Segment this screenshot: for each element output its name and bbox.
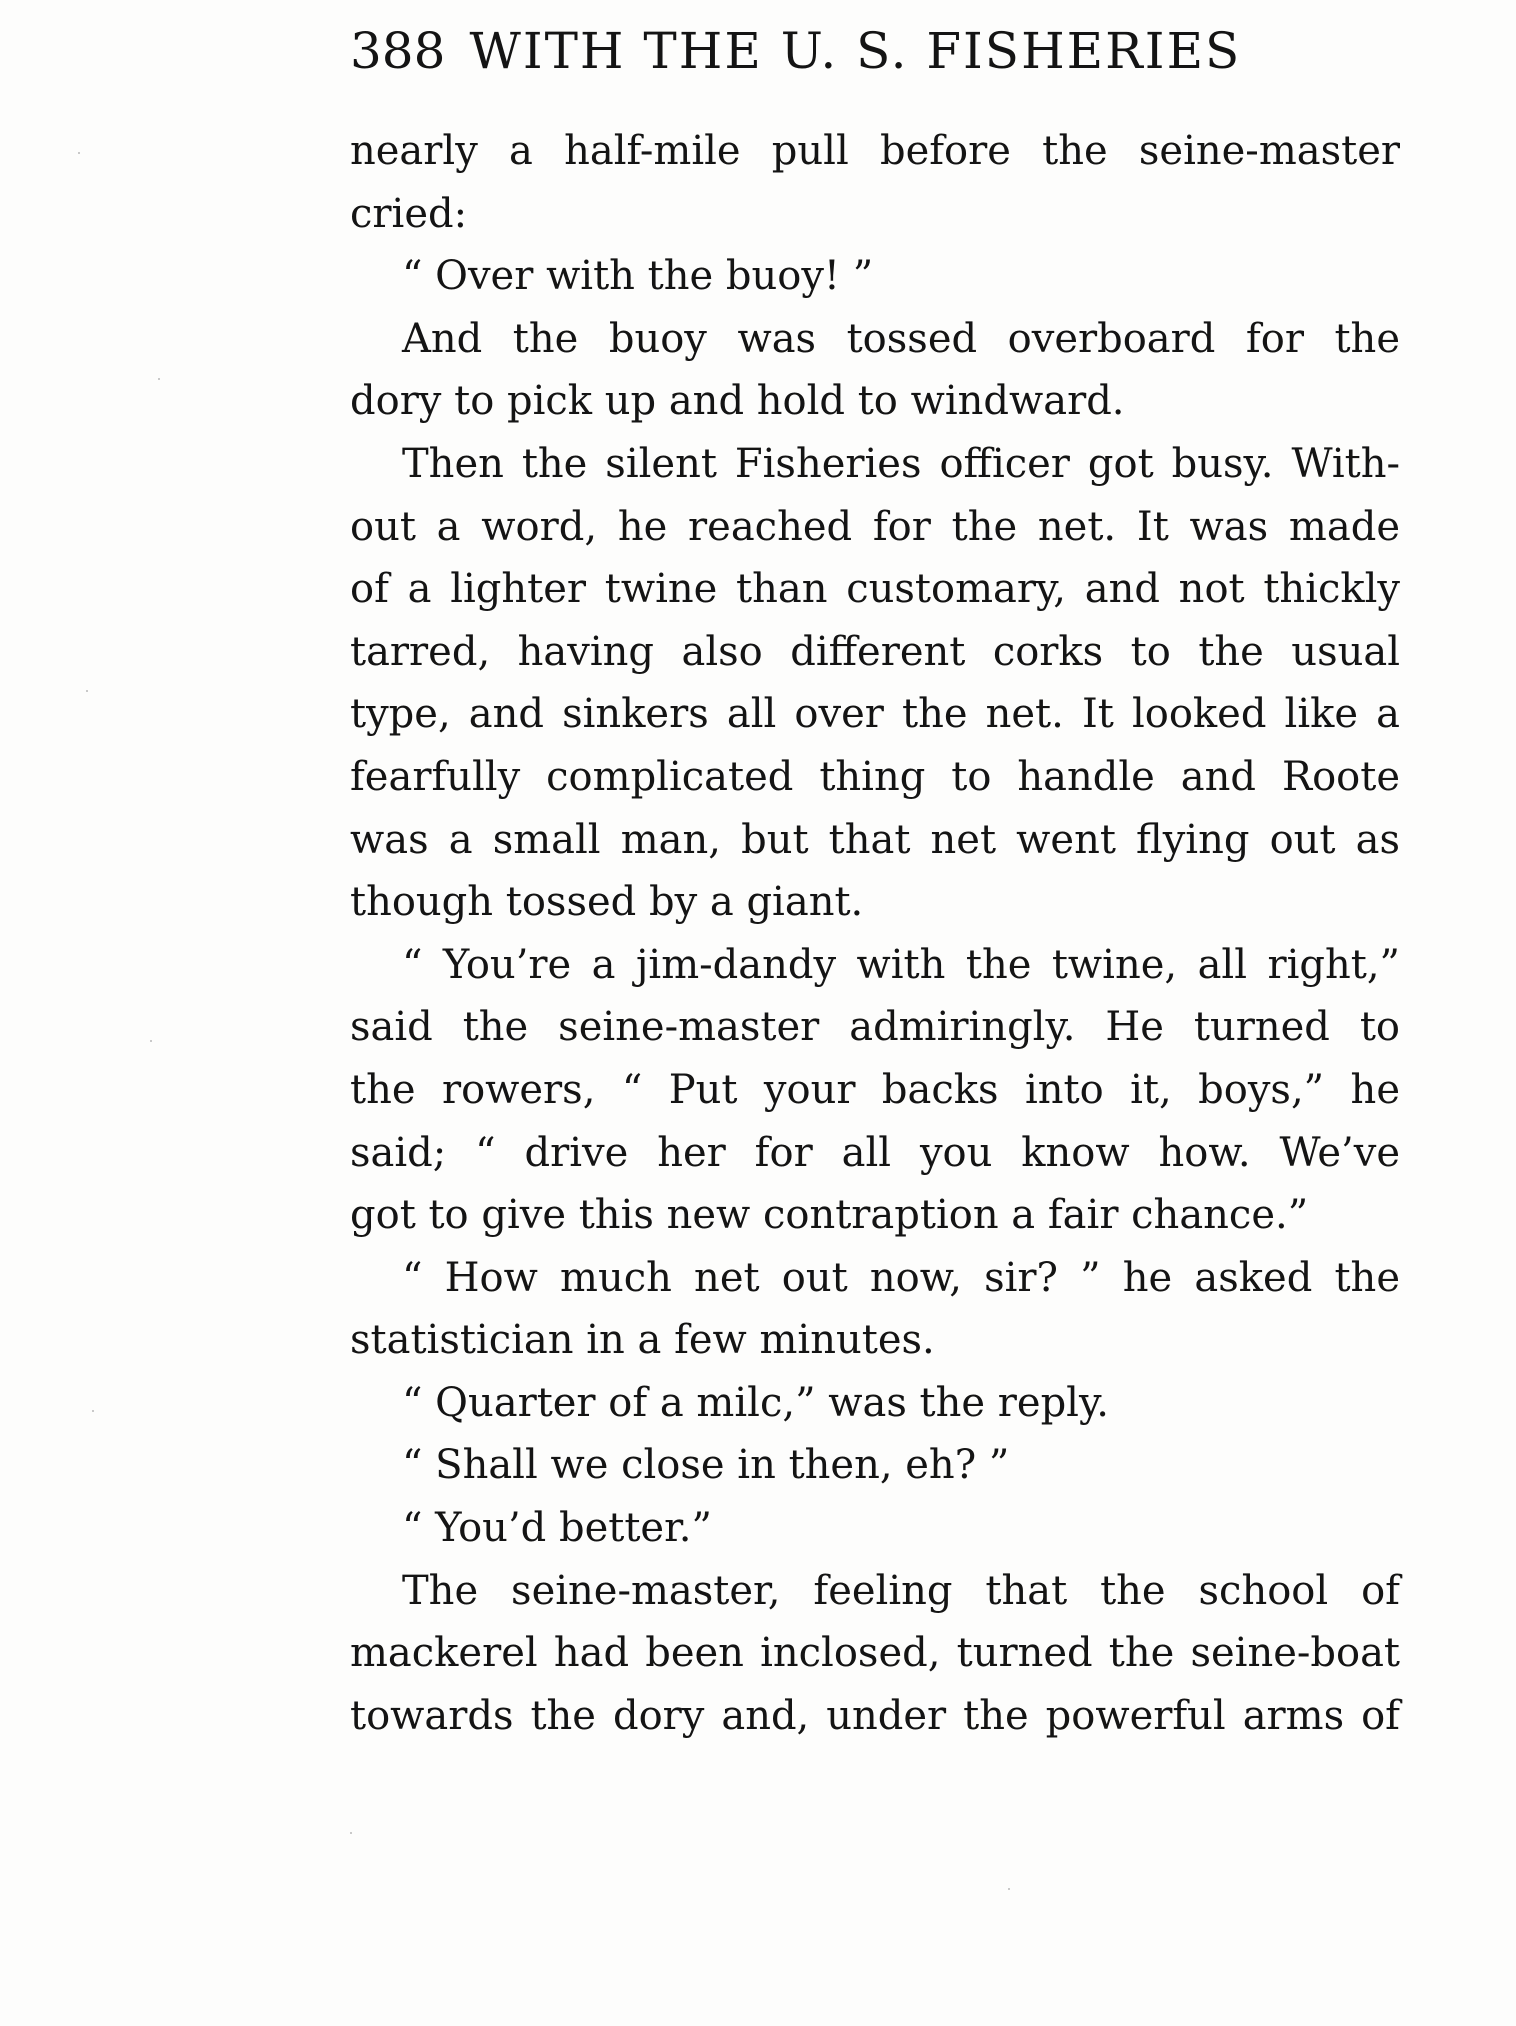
text-line: said; “ drive her for all you know how. We’ve: [350, 1129, 1400, 1176]
running-head: [350, 22, 1400, 80]
text-line: dory to pick up and hold to windward.: [350, 378, 1125, 425]
scan-speck: [92, 1410, 94, 1412]
scan-speck: [150, 1040, 152, 1042]
text-line: type, and sinkers all over the net. It looked like a: [350, 691, 1400, 738]
text-line: “ Over with the buoy! ”: [402, 253, 874, 300]
scan-speck: [78, 152, 80, 154]
running-title: WITH THE U. S. FISHERIES: [469, 22, 1242, 80]
text-line: “ Shall we close in then, eh? ”: [402, 1442, 1010, 1489]
scan-speck: [350, 1832, 352, 1834]
scan-speck: [158, 378, 160, 380]
text-line: Then the silent Fisheries officer got busy. With-: [402, 440, 1400, 487]
text-line: tarred, having also different corks to the usual: [350, 628, 1400, 675]
text-line: And the buoy was tossed overboard for the: [402, 315, 1400, 362]
text-line: cried:: [350, 190, 468, 237]
text-line: though tossed by a giant.: [350, 879, 864, 926]
body-text: [350, 120, 1400, 1747]
page-number: 388: [350, 22, 446, 80]
text-line: was a small man, but that net went flying out as: [350, 816, 1400, 863]
text-line: “ How much net out now, sir? ” he asked the: [402, 1254, 1400, 1301]
text-line: statistician in a few minutes.: [350, 1317, 935, 1364]
text-line: towards the dory and, under the powerful arms of: [350, 1692, 1400, 1739]
text-line: got to give this new contraption a fair chance.”: [350, 1192, 1309, 1239]
text-line: the rowers, “ Put your backs into it, boys,” he: [350, 1066, 1400, 1113]
text-line: “ You’re a jim-dandy with the twine, all right,”: [402, 941, 1400, 988]
scan-speck: [86, 690, 88, 692]
text-line: nearly a half-mile pull before the seine-master: [350, 128, 1400, 174]
text-line: of a lighter twine than customary, and not thickly: [350, 566, 1400, 613]
text-line: The seine-master, feeling that the school of: [402, 1567, 1400, 1614]
text-line: fearfully complicated thing to handle and Roote: [350, 753, 1400, 800]
scan-speck: [1008, 1888, 1010, 1890]
text-line: “ Quarter of a milc,” was the reply.: [402, 1379, 1109, 1426]
text-line: “ You’d better.”: [402, 1505, 712, 1552]
text-line: said the seine-master admiringly. He turned to: [350, 1004, 1400, 1051]
text-line: out a word, he reached for the net. It was made: [350, 503, 1400, 550]
text-line: mackerel had been inclosed, turned the seine-boat: [350, 1630, 1400, 1677]
